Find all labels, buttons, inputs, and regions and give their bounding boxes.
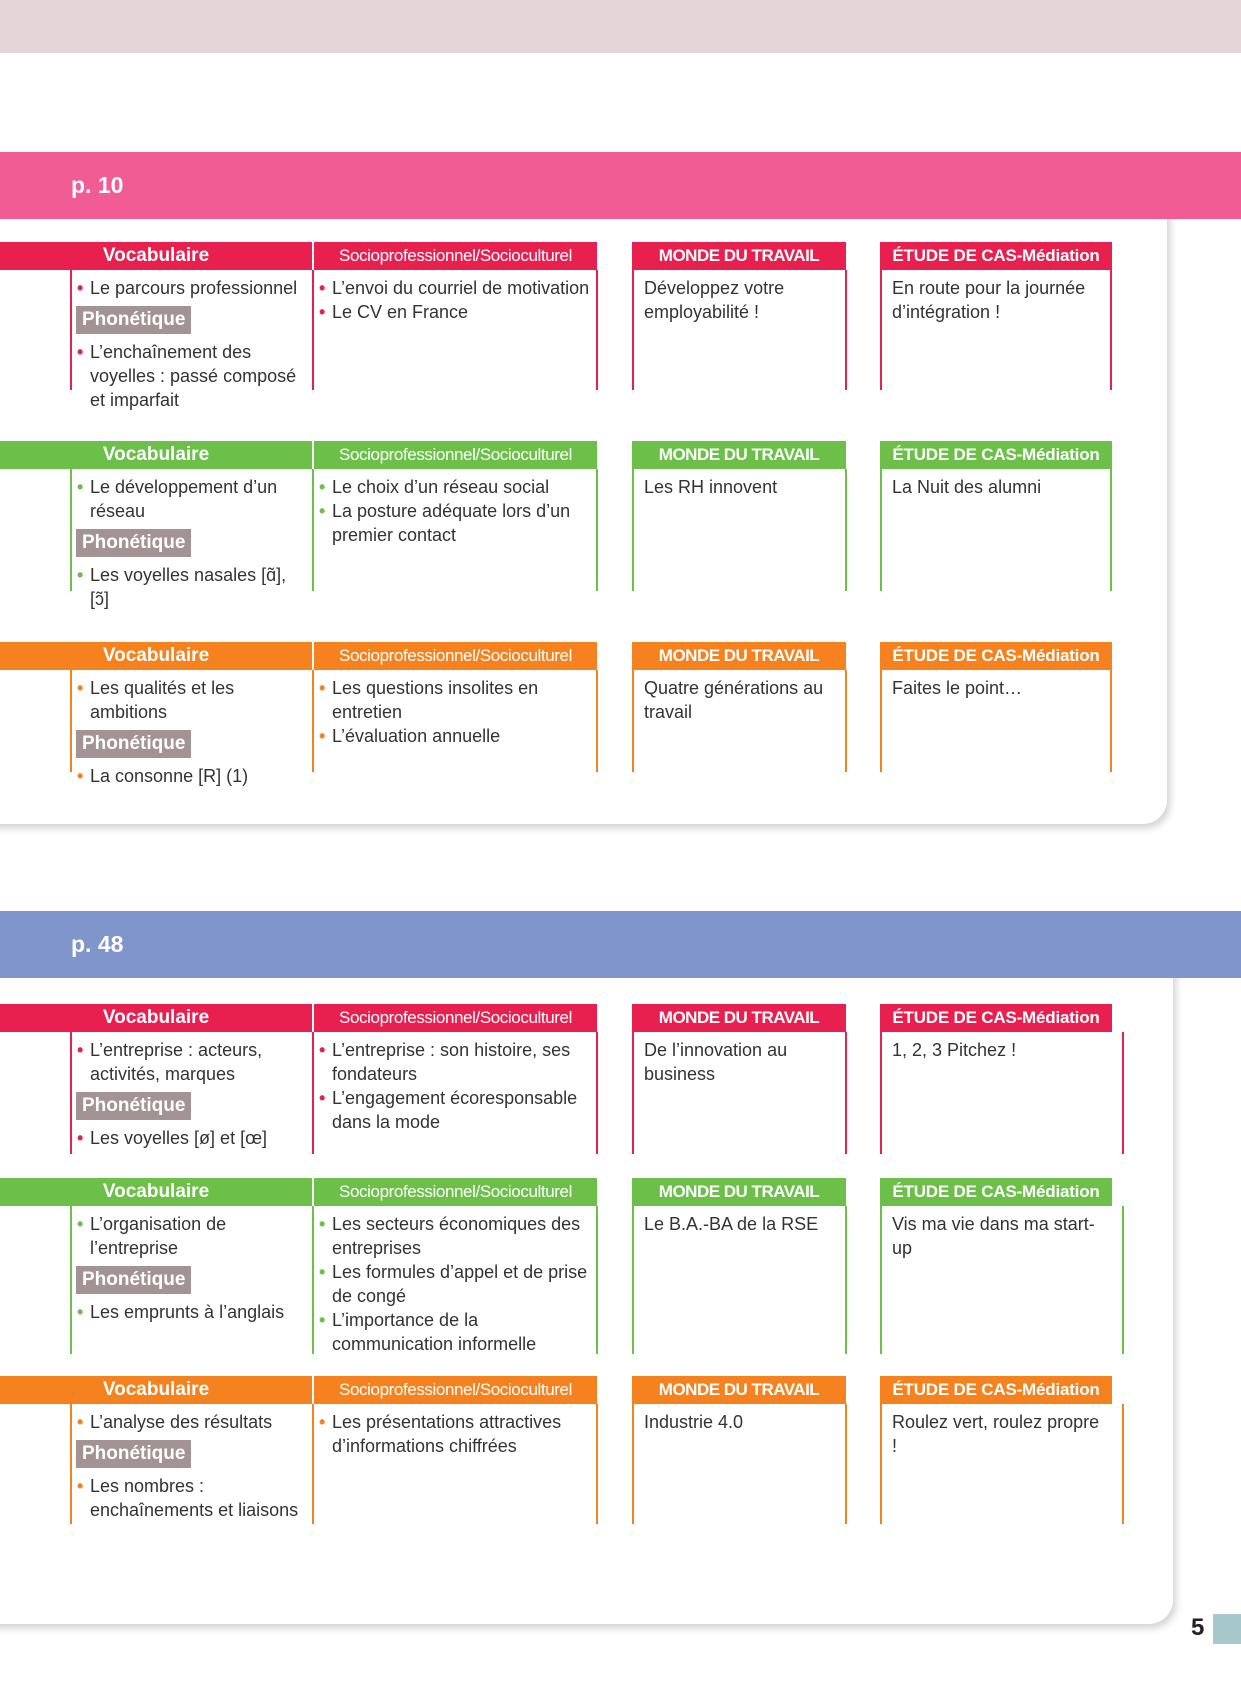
phonetique-list	[76, 764, 310, 788]
phonetique-tag: Phonétique	[76, 1092, 191, 1120]
phonetique-list	[76, 340, 310, 412]
etude-de-cas-header: ÉTUDE DE CAS-Médiation	[880, 242, 1112, 270]
socio-header: Socioprofessionnel/Socioculturel	[314, 642, 597, 670]
list-item-text: Les voyelles [ø] et [œ]	[90, 1128, 268, 1148]
list-item	[76, 563, 310, 611]
column-divider	[845, 1404, 847, 1524]
column-divider	[312, 1032, 314, 1154]
socio-list	[318, 475, 594, 547]
list-item	[318, 1212, 594, 1260]
etude-de-cas-text: Faites le point…	[892, 678, 1023, 698]
socio-header: Socioprofessionnel/Socioculturel	[314, 242, 597, 270]
bullet-icon: •	[77, 1412, 84, 1432]
page-number: 5	[1191, 1614, 1205, 1641]
column-divider	[880, 270, 882, 390]
vocabulaire-list	[76, 475, 310, 523]
monde-du-travail-text: Le B.A.-BA de la RSE	[644, 1214, 819, 1234]
monde-du-travail-header: MONDE DU TRAVAIL	[632, 1004, 846, 1032]
column-divider	[596, 469, 598, 591]
monde-du-travail-text: De l’innovation au business	[644, 1040, 788, 1084]
column-divider	[632, 670, 634, 772]
column-divider	[312, 469, 314, 591]
bullet-icon: •	[319, 1310, 326, 1330]
list-item	[318, 676, 594, 724]
socio-list	[318, 276, 594, 324]
etude-de-cas-header: ÉTUDE DE CAS-Médiation	[880, 1178, 1112, 1206]
list-item	[76, 764, 310, 788]
column-divider	[845, 469, 847, 591]
list-item-text: L’évaluation annuelle	[332, 726, 501, 746]
phonetique-tag: Phonétique	[76, 730, 191, 758]
column-divider	[632, 1206, 634, 1354]
section-header-bar	[0, 152, 1241, 219]
column-divider	[596, 1206, 598, 1354]
column-divider	[70, 670, 72, 772]
monde-du-travail-header: MONDE DU TRAVAIL	[632, 1376, 846, 1404]
phonetique-tag: Phonétique	[76, 1266, 191, 1294]
socio-header: Socioprofessionnel/Socioculturel	[314, 1178, 597, 1206]
bullet-icon: •	[77, 1302, 84, 1322]
bullet-icon: •	[319, 501, 326, 521]
socio-list	[318, 676, 594, 748]
list-item-text: L’enchaînement des voyelles : passé composé et imparfait	[90, 342, 297, 410]
monde-du-travail-header: MONDE DU TRAVAIL	[632, 242, 846, 270]
list-item-text: Les questions insolites en entretien	[332, 678, 539, 722]
list-item-text: L’envoi du courriel de motivation	[332, 278, 590, 298]
vocabulaire-header: Vocabulaire	[0, 441, 312, 469]
etude-de-cas-text: La Nuit des alumni	[892, 477, 1042, 497]
column-divider	[632, 469, 634, 591]
vocabulaire-list	[76, 676, 310, 724]
column-divider	[70, 1032, 72, 1154]
vocabulaire-column	[76, 1212, 310, 1324]
section-page-ref: p. 48	[71, 931, 124, 957]
list-item-text: Le choix d’un réseau social	[332, 477, 550, 497]
column-divider	[845, 670, 847, 772]
list-item-text: Les voyelles nasales [ɑ̃], [ɔ̃]	[90, 565, 287, 609]
list-item-text: Les nombres : enchaînements et liaisons	[90, 1476, 299, 1520]
column-divider	[1122, 1404, 1124, 1524]
vocabulaire-list	[76, 1410, 310, 1434]
bullet-icon: •	[319, 1214, 326, 1234]
bullet-icon: •	[77, 565, 84, 585]
bullet-icon: •	[77, 1128, 84, 1148]
vocabulaire-header: Vocabulaire	[0, 1178, 312, 1206]
list-item-text: L’organisation de l’entreprise	[90, 1214, 227, 1258]
list-item-text: Les emprunts à l’anglais	[90, 1302, 285, 1322]
vocabulaire-column	[76, 676, 310, 788]
vocabulaire-list	[76, 1038, 310, 1086]
monde-du-travail-text: Quatre générations au travail	[644, 678, 824, 722]
unit-row	[0, 1178, 1170, 1354]
column-divider	[70, 1206, 72, 1354]
socio-column	[318, 1212, 594, 1356]
vocabulaire-header: Vocabulaire	[0, 1376, 312, 1404]
column-divider	[70, 270, 72, 390]
list-item-text: Le parcours professionnel	[90, 278, 298, 298]
top-band	[0, 0, 1241, 53]
etude-de-cas-text: Roulez vert, roulez propre !	[892, 1412, 1100, 1456]
page-tab	[1213, 1614, 1241, 1644]
list-item-text: Les présentations attractives d’informations chiffrées	[332, 1412, 562, 1456]
column-divider	[312, 1206, 314, 1354]
etude-de-cas-header: ÉTUDE DE CAS-Médiation	[880, 1004, 1112, 1032]
etude-de-cas-text: En route pour la journée d’intégration !	[892, 278, 1086, 322]
socio-header: Socioprofessionnel/Socioculturel	[314, 441, 597, 469]
monde-du-travail-text: Les RH innovent	[644, 477, 778, 497]
list-item	[76, 1126, 310, 1150]
unit-row	[0, 242, 1170, 410]
column-divider	[880, 469, 882, 591]
list-item-text: Les qualités et les ambitions	[90, 678, 235, 722]
etude-de-cas-header: ÉTUDE DE CAS-Médiation	[880, 1376, 1112, 1404]
bullet-icon: •	[319, 302, 326, 322]
column-divider	[632, 270, 634, 390]
vocabulaire-column	[76, 276, 310, 412]
column-divider	[312, 270, 314, 390]
vocabulaire-header: Vocabulaire	[0, 242, 312, 270]
section-header-bar	[0, 911, 1241, 978]
phonetique-tag: Phonétique	[76, 1440, 191, 1468]
vocabulaire-column	[76, 1038, 310, 1150]
column-divider	[845, 270, 847, 390]
list-item-text: L’entreprise : acteurs, activités, marques	[90, 1040, 263, 1084]
unit-row	[0, 441, 1170, 609]
list-item	[76, 340, 310, 412]
list-item	[76, 1410, 310, 1434]
column-divider	[1122, 1032, 1124, 1154]
list-item	[76, 1212, 310, 1260]
list-item-text: L’analyse des résultats	[90, 1412, 273, 1432]
column-divider	[845, 1032, 847, 1154]
list-item	[318, 1308, 594, 1356]
bullet-icon: •	[319, 1088, 326, 1108]
bullet-icon: •	[319, 726, 326, 746]
list-item	[318, 276, 594, 300]
column-divider	[880, 1206, 882, 1354]
column-divider	[1122, 1206, 1124, 1354]
list-item	[76, 1300, 310, 1324]
list-item	[318, 300, 594, 324]
monde-du-travail-text: Industrie 4.0	[644, 1412, 744, 1432]
list-item-text: L’entreprise : son histoire, ses fondateurs	[332, 1040, 571, 1084]
socio-column	[318, 276, 594, 324]
column-divider	[70, 469, 72, 591]
list-item-text: Les formules d’appel et de prise de congé	[332, 1262, 588, 1306]
vocabulaire-header: Vocabulaire	[0, 1004, 312, 1032]
bullet-icon: •	[319, 1040, 326, 1060]
bullet-icon: •	[77, 1214, 84, 1234]
socio-column	[318, 1410, 594, 1458]
unit-row	[0, 1376, 1170, 1524]
etude-de-cas-header: ÉTUDE DE CAS-Médiation	[880, 642, 1112, 670]
socio-list	[318, 1410, 594, 1458]
socio-list	[318, 1212, 594, 1356]
vocabulaire-list	[76, 1212, 310, 1260]
list-item-text: L’engagement écoresponsable dans la mode	[332, 1088, 578, 1132]
socio-column	[318, 475, 594, 547]
bullet-icon: •	[77, 1040, 84, 1060]
column-divider	[880, 1404, 882, 1524]
monde-du-travail-header: MONDE DU TRAVAIL	[632, 642, 846, 670]
unit-row	[0, 642, 1170, 786]
vocabulaire-column	[76, 475, 310, 611]
unit-row	[0, 1004, 1170, 1154]
column-divider	[1110, 270, 1112, 390]
list-item-text: L’importance de la communication informelle	[332, 1310, 537, 1354]
list-item-text: La posture adéquate lors d’un premier contact	[332, 501, 571, 545]
list-item	[318, 499, 594, 547]
bullet-icon: •	[319, 1262, 326, 1282]
bullet-icon: •	[319, 278, 326, 298]
phonetique-list	[76, 1300, 310, 1324]
socio-header: Socioprofessionnel/Socioculturel	[314, 1004, 597, 1032]
phonetique-list	[76, 563, 310, 611]
list-item	[76, 475, 310, 523]
monde-du-travail-header: MONDE DU TRAVAIL	[632, 441, 846, 469]
list-item	[76, 1038, 310, 1086]
list-item	[318, 475, 594, 499]
column-divider	[596, 1404, 598, 1524]
list-item-text: Le développement d’un réseau	[90, 477, 278, 521]
section-page-ref: p. 10	[71, 172, 124, 198]
column-divider	[880, 670, 882, 772]
vocabulaire-list	[76, 276, 310, 300]
column-divider	[312, 1404, 314, 1524]
list-item	[318, 1038, 594, 1086]
list-item	[76, 1474, 310, 1522]
column-divider	[1110, 670, 1112, 772]
vocabulaire-header: Vocabulaire	[0, 642, 312, 670]
socio-column	[318, 1038, 594, 1134]
bullet-icon: •	[77, 766, 84, 786]
bullet-icon: •	[319, 1412, 326, 1432]
phonetique-list	[76, 1126, 310, 1150]
bullet-icon: •	[77, 678, 84, 698]
phonetique-tag: Phonétique	[76, 306, 191, 334]
bullet-icon: •	[77, 342, 84, 362]
bullet-icon: •	[77, 1476, 84, 1496]
bullet-icon: •	[319, 477, 326, 497]
column-divider	[845, 1206, 847, 1354]
socio-column	[318, 676, 594, 748]
list-item	[76, 676, 310, 724]
column-divider	[596, 1032, 598, 1154]
list-item	[76, 276, 310, 300]
column-divider	[632, 1404, 634, 1524]
vocabulaire-column	[76, 1410, 310, 1522]
column-divider	[632, 1032, 634, 1154]
etude-de-cas-header: ÉTUDE DE CAS-Médiation	[880, 441, 1112, 469]
bullet-icon: •	[319, 678, 326, 698]
list-item-text: Les secteurs économiques des entreprises	[332, 1214, 581, 1258]
list-item	[318, 1410, 594, 1458]
column-divider	[596, 670, 598, 772]
bullet-icon: •	[77, 477, 84, 497]
list-item-text: Le CV en France	[332, 302, 469, 322]
column-divider	[880, 1032, 882, 1154]
socio-header: Socioprofessionnel/Socioculturel	[314, 1376, 597, 1404]
bullet-icon: •	[77, 278, 84, 298]
etude-de-cas-text: Vis ma vie dans ma start-up	[892, 1214, 1095, 1258]
phonetique-list	[76, 1474, 310, 1522]
socio-list	[318, 1038, 594, 1134]
monde-du-travail-text: Développez votre employabilité !	[644, 278, 785, 322]
column-divider	[1110, 469, 1112, 591]
list-item	[318, 1260, 594, 1308]
list-item	[318, 724, 594, 748]
monde-du-travail-header: MONDE DU TRAVAIL	[632, 1178, 846, 1206]
list-item	[318, 1086, 594, 1134]
phonetique-tag: Phonétique	[76, 529, 191, 557]
column-divider	[312, 670, 314, 772]
etude-de-cas-text: 1, 2, 3 Pitchez !	[892, 1040, 1017, 1060]
list-item-text: La consonne [R] (1)	[90, 766, 249, 786]
column-divider	[70, 1404, 72, 1524]
column-divider	[596, 270, 598, 390]
